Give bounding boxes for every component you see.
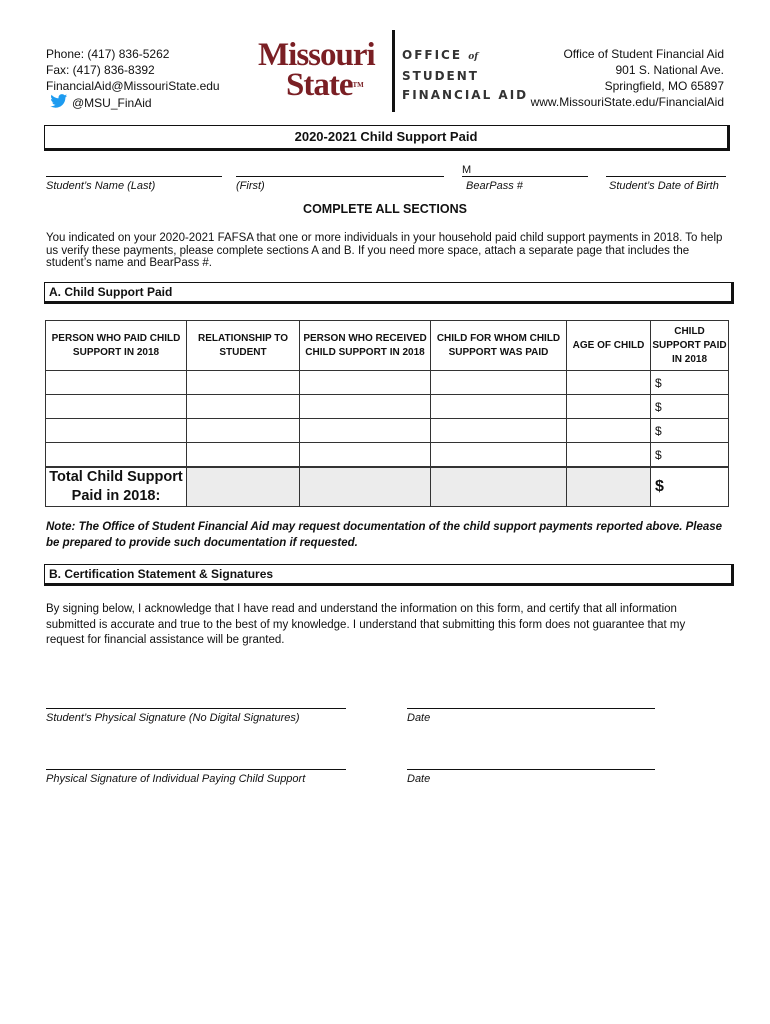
payer-date-label: Date — [407, 773, 431, 785]
bearpass-label: BearPass # — [466, 180, 523, 192]
col-child: CHILD FOR WHOM CHILD SUPPORT WAS PAID — [431, 321, 567, 371]
address-line-3: Springfield, MO 65897 — [604, 79, 724, 93]
cell-child[interactable] — [431, 443, 567, 468]
cell-person-received[interactable] — [300, 443, 431, 468]
student-signature-line[interactable] — [46, 708, 346, 709]
payer-signature-label: Physical Signature of Individual Paying Child Support — [46, 773, 306, 785]
address-line-2: 901 S. National Ave. — [615, 63, 724, 77]
last-name-field[interactable] — [46, 176, 222, 177]
last-name-label: Student’s Name (Last) — [46, 180, 156, 192]
missouri-state-logo — [258, 37, 388, 103]
phone-text: Phone: (417) 836-5262 — [46, 47, 170, 61]
bearpass-prefix: M — [462, 164, 472, 176]
total-amount[interactable]: $ — [651, 467, 729, 507]
student-date-line[interactable] — [407, 708, 655, 709]
office-address — [531, 46, 724, 110]
documentation-note: Note: The Office of Student Financial Aid may request documentation of the child support payments reported above. Please be prepared to provide such documentation if requested. — [46, 521, 723, 549]
dob-field[interactable] — [606, 176, 726, 177]
cell-relationship[interactable] — [187, 419, 300, 443]
contact-info — [46, 46, 220, 112]
col-age: AGE OF CHILD — [567, 321, 651, 371]
office-line-1: OFFICE — [402, 48, 463, 62]
section-b-header: B. Certification Statement & Signatures — [44, 564, 734, 586]
cell-person-received[interactable] — [300, 371, 431, 395]
col-relationship: RELATIONSHIP TO STUDENT — [187, 321, 300, 371]
cell-person-paid[interactable] — [46, 371, 187, 395]
total-shaded-cell — [567, 467, 651, 507]
office-line-3: FINANCIAL AID — [402, 88, 529, 102]
logo-line-1: Missouri — [258, 37, 375, 73]
cell-age[interactable] — [567, 371, 651, 395]
total-row — [46, 467, 729, 507]
col-person-received: PERSON WHO RECEIVED CHILD SUPPORT IN 2018 — [300, 321, 431, 371]
total-shaded-cell — [431, 467, 567, 507]
office-wordmark — [402, 46, 528, 105]
logo-line-2: StateTM — [286, 67, 364, 103]
cell-child[interactable] — [431, 395, 567, 419]
twitter-handle: @MSU_FinAid — [72, 96, 152, 110]
first-name-label: (First) — [236, 180, 265, 192]
cell-person-received[interactable] — [300, 419, 431, 443]
fax-text: Fax: (417) 836-8392 — [46, 63, 155, 77]
complete-heading: COMPLETE ALL SECTIONS — [303, 202, 467, 216]
section-a-header: A. Child Support Paid — [44, 282, 734, 304]
table-row — [46, 371, 729, 395]
address-line-1: Office of Student Financial Aid — [563, 47, 724, 61]
cell-child[interactable] — [431, 371, 567, 395]
cell-age[interactable] — [567, 395, 651, 419]
table-row — [46, 443, 729, 468]
cell-child[interactable] — [431, 419, 567, 443]
form-title: 2020-2021 Child Support Paid — [44, 125, 730, 151]
website-link[interactable]: www.MissouriState.edu/FinancialAid — [530, 95, 724, 109]
student-signature-label: Student’s Physical Signature (No Digital Signatures) — [46, 712, 300, 724]
twitter-bird-icon — [50, 94, 68, 112]
cell-person-paid[interactable] — [46, 419, 187, 443]
dob-label: Student’s Date of Birth — [609, 180, 719, 192]
cell-amount[interactable]: $ — [651, 419, 729, 443]
cell-relationship[interactable] — [187, 371, 300, 395]
cell-person-paid[interactable] — [46, 395, 187, 419]
payer-date-line[interactable] — [407, 769, 655, 770]
bearpass-field[interactable] — [462, 176, 588, 177]
total-shaded-cell — [187, 467, 300, 507]
office-of: of — [468, 52, 479, 62]
cell-person-paid[interactable] — [46, 443, 187, 468]
payer-signature-line[interactable] — [46, 769, 346, 770]
cell-amount[interactable]: $ — [651, 443, 729, 468]
cell-relationship[interactable] — [187, 443, 300, 468]
cell-age[interactable] — [567, 443, 651, 468]
certification-statement: By signing below, I acknowledge that I have read and understand the information on this form, and certify that all information submitted is accurate and true to the best of my knowledge. I understand that submitting this form does not guarantee that my request for financial assistance will be granted. — [46, 603, 686, 646]
table-row — [46, 395, 729, 419]
child-support-table — [45, 320, 729, 507]
table-row — [46, 419, 729, 443]
office-line-2: STUDENT — [402, 69, 479, 83]
total-label: Total Child Support Paid in 2018: — [46, 467, 187, 507]
total-shaded-cell — [300, 467, 431, 507]
twitter-row[interactable] — [46, 94, 220, 112]
table-header-row — [46, 321, 729, 371]
intro-text: You indicated on your 2020-2021 FAFSA that one or more individuals in your household paid child support payments in 2018. To help us verify these payments, please complete sections A and B. If you need more space, attach a separate page that includes the student’s name and BearPass #. — [46, 232, 723, 269]
first-name-field[interactable] — [236, 176, 444, 177]
header-divider — [392, 30, 395, 112]
cell-age[interactable] — [567, 419, 651, 443]
cell-relationship[interactable] — [187, 395, 300, 419]
col-person-paid: PERSON WHO PAID CHILD SUPPORT IN 2018 — [46, 321, 187, 371]
cell-person-received[interactable] — [300, 395, 431, 419]
student-date-label: Date — [407, 712, 431, 724]
col-amount: CHILD SUPPORT PAID IN 2018 — [651, 321, 729, 371]
cell-amount[interactable]: $ — [651, 371, 729, 395]
email-text[interactable]: FinancialAid@MissouriState.edu — [46, 79, 220, 93]
cell-amount[interactable]: $ — [651, 395, 729, 419]
